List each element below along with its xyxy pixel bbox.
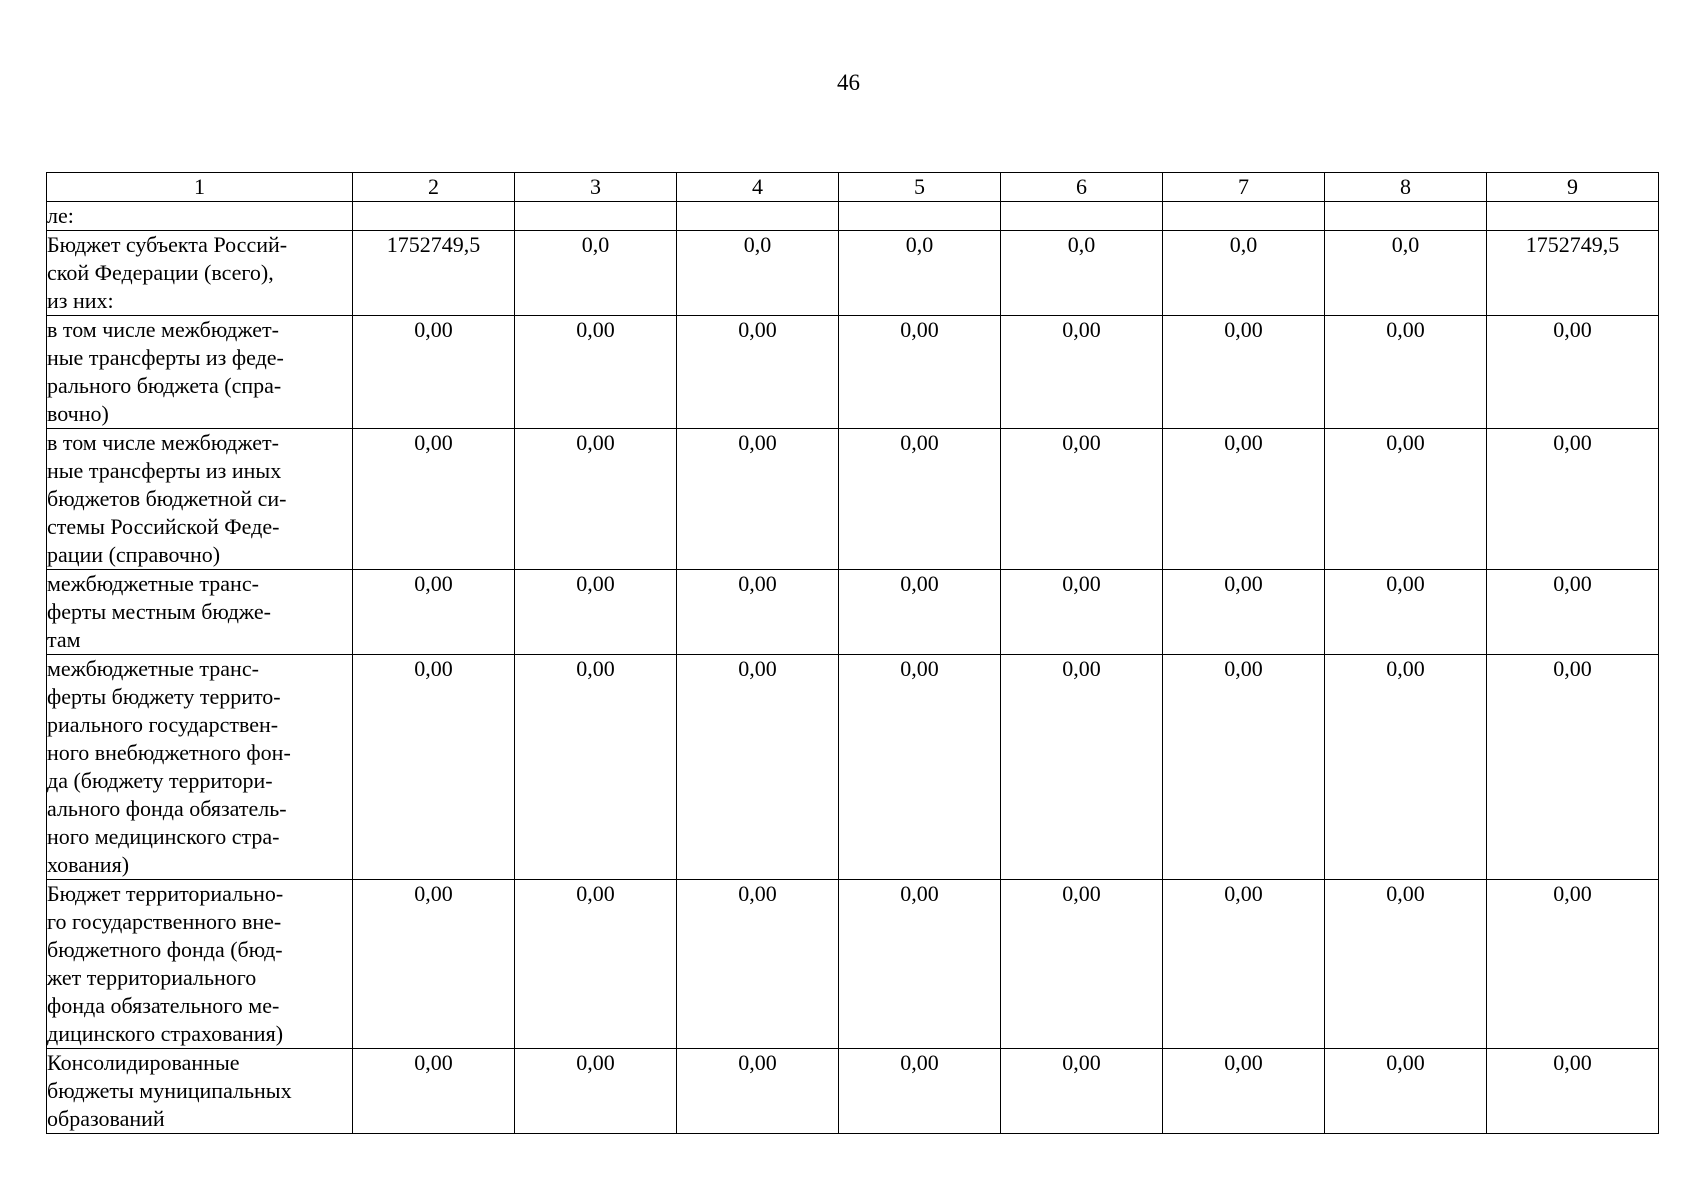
- table-cell: 0,00: [1325, 316, 1487, 429]
- table-cell: 0,00: [1325, 655, 1487, 880]
- table-cell: 0,00: [353, 880, 515, 1049]
- column-header-7: 7: [1163, 173, 1325, 202]
- table-cell: 0,00: [677, 570, 839, 655]
- page-number: 46: [837, 70, 860, 95]
- table-cell: 0,00: [1163, 880, 1325, 1049]
- table-cell: 0,00: [839, 429, 1001, 570]
- budget-table: [46, 172, 1659, 1134]
- table-cell: 0,00: [839, 570, 1001, 655]
- table-cell: 0,00: [1487, 570, 1659, 655]
- table-cell: 0,00: [1325, 429, 1487, 570]
- table-cell: 0,00: [677, 880, 839, 1049]
- table-cell: 0,00: [1163, 570, 1325, 655]
- table-cell: 0,0: [1325, 231, 1487, 316]
- table-cell: 0,00: [1001, 1049, 1163, 1134]
- table-cell: 0,00: [1163, 1049, 1325, 1134]
- header-row: [47, 173, 1659, 202]
- table-cell: 0,00: [1487, 316, 1659, 429]
- table-row: [47, 429, 1659, 570]
- table-cell: 1752749,5: [353, 231, 515, 316]
- table-cell: [839, 202, 1001, 231]
- table-cell: 0,00: [1001, 655, 1163, 880]
- table-cell: 0,0: [839, 231, 1001, 316]
- column-header-1: 1: [47, 173, 353, 202]
- table-cell: 0,00: [1001, 316, 1163, 429]
- table-cell: 0,00: [515, 316, 677, 429]
- table-cell: 0,00: [353, 1049, 515, 1134]
- table-cell: 0,00: [677, 655, 839, 880]
- row-label: ле:: [47, 202, 353, 231]
- row-label: межбюджетные транс- ферты бюджету террито- риального государствен- ного внебюджетного фон- да (бюджету территори- ального фонда обязатель- ного медицинского стра- хования): [47, 655, 353, 880]
- column-header-9: 9: [1487, 173, 1659, 202]
- table-cell: [353, 202, 515, 231]
- table-cell: 0,00: [1325, 570, 1487, 655]
- table-cell: 0,00: [677, 429, 839, 570]
- table-cell: 0,00: [839, 880, 1001, 1049]
- table-row: [47, 570, 1659, 655]
- row-label: Бюджет территориально- го государственного вне- бюджетного фонда (бюд- жет территориального фонда обязательного ме- дицинского страхования): [47, 880, 353, 1049]
- table-cell: 0,00: [515, 570, 677, 655]
- table-cell: [515, 202, 677, 231]
- table-cell: 0,00: [1487, 655, 1659, 880]
- table-cell: [1487, 202, 1659, 231]
- table-cell: 0,00: [1487, 429, 1659, 570]
- table-cell: 0,00: [1001, 570, 1163, 655]
- table-row: [47, 880, 1659, 1049]
- table-cell: 0,00: [839, 655, 1001, 880]
- column-header-8: 8: [1325, 173, 1487, 202]
- table-cell: 0,00: [677, 316, 839, 429]
- table-cell: 0,0: [515, 231, 677, 316]
- table-cell: 0,00: [1325, 880, 1487, 1049]
- table-cell: 0,00: [1163, 316, 1325, 429]
- column-header-2: 2: [353, 173, 515, 202]
- table-cell: 0,00: [353, 570, 515, 655]
- table-cell: 0,00: [515, 1049, 677, 1134]
- table-row: [47, 202, 1659, 231]
- table-cell: 0,0: [677, 231, 839, 316]
- table-cell: 0,00: [1325, 1049, 1487, 1134]
- table-cell: [677, 202, 839, 231]
- row-label: в том числе межбюджет- ные трансферты из иных бюджетов бюджетной си- стемы Российской Феде- рации (справочно): [47, 429, 353, 570]
- table-cell: 0,0: [1001, 231, 1163, 316]
- table-cell: 0,00: [515, 655, 677, 880]
- table-row: [47, 316, 1659, 429]
- table-cell: 0,00: [677, 1049, 839, 1134]
- table-cell: 0,00: [1001, 880, 1163, 1049]
- column-header-5: 5: [839, 173, 1001, 202]
- table-cell: 0,00: [515, 880, 677, 1049]
- table-cell: 0,00: [1487, 1049, 1659, 1134]
- table-cell: 0,0: [1163, 231, 1325, 316]
- column-header-3: 3: [515, 173, 677, 202]
- row-label: в том числе межбюджет- ные трансферты из феде- рального бюджета (спра- вочно): [47, 316, 353, 429]
- column-header-6: 6: [1001, 173, 1163, 202]
- table-cell: [1001, 202, 1163, 231]
- table-row: [47, 655, 1659, 880]
- table-cell: [1325, 202, 1487, 231]
- table-cell: 0,00: [515, 429, 677, 570]
- column-header-4: 4: [677, 173, 839, 202]
- table-cell: 0,00: [1163, 655, 1325, 880]
- row-label: межбюджетные транс- ферты местным бюдже- там: [47, 570, 353, 655]
- table-cell: 0,00: [353, 429, 515, 570]
- table-cell: 0,00: [353, 316, 515, 429]
- table-cell: 1752749,5: [1487, 231, 1659, 316]
- table-cell: 0,00: [839, 316, 1001, 429]
- table-cell: 0,00: [353, 655, 515, 880]
- table-cell: 0,00: [1001, 429, 1163, 570]
- table-cell: [1163, 202, 1325, 231]
- table-row: [47, 1049, 1659, 1134]
- table-cell: 0,00: [1163, 429, 1325, 570]
- table-cell: 0,00: [1487, 880, 1659, 1049]
- row-label: Бюджет субъекта Россий- ской Федерации (всего), из них:: [47, 231, 353, 316]
- table-row: [47, 231, 1659, 316]
- table-cell: 0,00: [839, 1049, 1001, 1134]
- row-label: Консолидированные бюджеты муниципальных образований: [47, 1049, 353, 1134]
